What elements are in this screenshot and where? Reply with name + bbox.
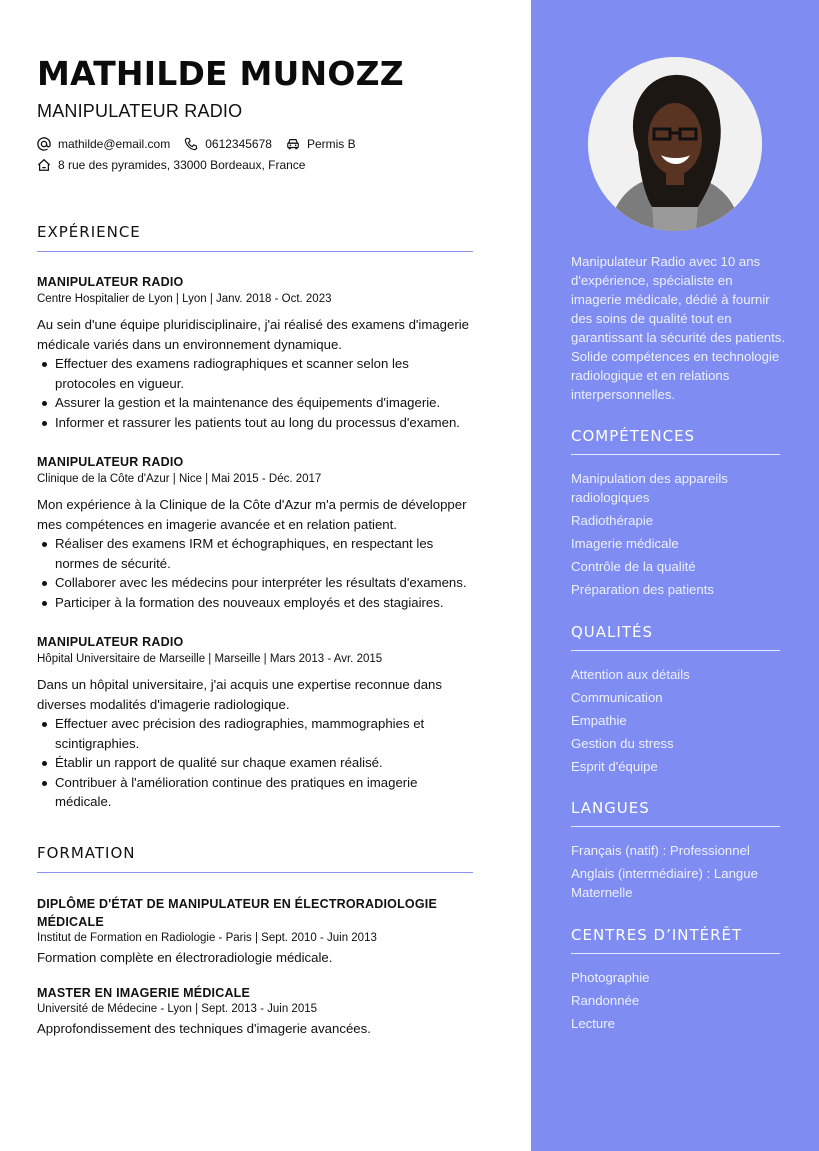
interest-item: Randonnée: [571, 993, 640, 1008]
skill-item: Manipulation des appareils radiologiques: [571, 471, 728, 505]
job-bullet: Collaborer avec les médecins pour interpréter les résultats d'examens.: [37, 573, 473, 593]
language-item: Français (natif) : Professionnel: [571, 843, 750, 858]
job-entry: [37, 274, 473, 432]
quality-item: Esprit d'équipe: [571, 759, 658, 774]
interests-list: [571, 968, 780, 1033]
job-bullet: Établir un rapport de qualité sur chaque examen réalisé.: [37, 753, 473, 773]
skill-item: Radiothérapie: [571, 513, 654, 528]
contact-address: [37, 157, 305, 173]
job-entry-title: MANIPULATEUR RADIO: [37, 455, 184, 469]
job-bullet: Participer à la formation des nouveaux employés et des stagiaires.: [37, 593, 473, 613]
profile-photo: [588, 57, 762, 231]
quality-item: Communication: [571, 690, 663, 705]
job-bullets: [37, 534, 473, 612]
email-text: mathilde@email.com: [58, 137, 171, 151]
portrait-image: [588, 57, 762, 231]
phone-icon: [184, 137, 198, 151]
interest-item: Photographie: [571, 970, 650, 985]
license-text: Permis B: [306, 137, 356, 151]
job-bullet: Contribuer à l'amélioration continue des pratiques en imagerie médicale.: [37, 773, 473, 812]
skills-list: [571, 469, 780, 599]
interests-section: [571, 926, 780, 1037]
job-bullet: Effectuer des examens radiographiques et scanner selon les protocoles en vigueur.: [37, 354, 473, 393]
job-bullets: [37, 354, 473, 432]
home-icon: [37, 158, 51, 172]
phone-text: 0612345678: [205, 137, 272, 151]
job-entry: [37, 634, 473, 812]
languages-title: LANGUES: [571, 799, 780, 827]
job-entry: [37, 454, 473, 612]
contact-row: [37, 136, 473, 152]
at-icon: [37, 137, 51, 151]
experience-list: [37, 274, 473, 812]
contact-license: [286, 136, 356, 152]
job-bullet: Informer et rassurer les patients tout au long du processus d'examen.: [37, 413, 473, 433]
job-entry-meta: Centre Hospitalier de Lyon | Lyon | Janv. 2018 - Oct. 2023: [37, 293, 332, 305]
education-section-title: FORMATION: [37, 844, 473, 873]
quality-item: Attention aux détails: [571, 667, 690, 682]
car-icon: [286, 137, 300, 151]
qualities-section: [571, 623, 780, 780]
sidebar: [531, 0, 819, 1151]
qualities-list: [571, 665, 780, 776]
job-entry-description: Au sein d'une équipe pluridisciplinaire, j'ai réalisé des examens d'imagerie médicale variés dans un environnement dynamique.: [37, 317, 469, 352]
contact-email[interactable]: [37, 136, 170, 152]
interests-title: CENTRES D’INTÉRÊT: [571, 926, 780, 954]
education-entry-title: DIPLÔME D'ÉTAT DE MANIPULATEUR EN ÉLECTRORADIOLOGIE MÉDICALE: [37, 896, 437, 929]
skill-item: Préparation des patients: [571, 582, 714, 597]
job-entry-meta: Hôpital Universitaire de Marseille | Marseille | Mars 2013 - Avr. 2015: [37, 653, 383, 665]
address-text: 8 rue des pyramides, 33000 Bordeaux, France: [58, 158, 306, 172]
education-list: [37, 895, 473, 1038]
candidate-name: MATHILDE MUNOZZ: [37, 54, 404, 93]
education-entry-title: MASTER EN IMAGERIE MÉDICALE: [37, 985, 251, 1000]
skills-section: [571, 427, 780, 603]
education-entry: [37, 984, 473, 1038]
skill-item: Imagerie médicale: [571, 536, 679, 551]
job-bullet: Effectuer avec précision des radiographies, mammographies et scintigraphies.: [37, 714, 473, 753]
job-title: MANIPULATEUR RADIO: [37, 101, 243, 121]
language-item: Anglais (intermédiaire) : Langue Maternelle: [571, 866, 758, 900]
education-entry-meta: Université de Médecine - Lyon | Sept. 2013 - Juin 2015: [37, 1002, 318, 1015]
education-entry-description: Approfondissement des techniques d'imagerie avancées.: [37, 1020, 371, 1036]
languages-list: [571, 841, 780, 902]
education-entry-meta: Institut de Formation en Radiologie - Paris | Sept. 2010 - Juin 2013: [37, 931, 377, 944]
job-entry-description: Mon expérience à la Clinique de la Côte d'Azur m'a permis de développer mes compétences en imagerie avancée et en relation patient.: [37, 497, 467, 532]
skill-item: Contrôle de la qualité: [571, 559, 696, 574]
job-entry-meta: Clinique de la Côte d'Azur | Nice | Mai 2015 - Déc. 2017: [37, 473, 322, 485]
job-entry-description: Dans un hôpital universitaire, j'ai acquis une expertise reconnue dans diverses modalités d'imagerie radiologique.: [37, 677, 442, 712]
quality-item: Empathie: [571, 713, 627, 728]
job-bullet: Réaliser des examens IRM et échographiques, en respectant les normes de sécurité.: [37, 534, 473, 573]
experience-section-title: EXPÉRIENCE: [37, 223, 473, 252]
job-entry-title: MANIPULATEUR RADIO: [37, 635, 184, 649]
languages-section: [571, 799, 780, 906]
profile-summary: Manipulateur Radio avec 10 ans d'expérience, spécialiste en imagerie médicale, dédié à fournir des soins de qualité tout en garantissant la sécurité des patients. Solide compétences en technologie radiologique et en relations interpersonnelles.: [571, 254, 786, 402]
skills-title: COMPÉTENCES: [571, 427, 780, 455]
interest-item: Lecture: [571, 1016, 615, 1031]
job-bullets: [37, 714, 473, 812]
qualities-title: QUALITÉS: [571, 623, 780, 651]
education-entry-description: Formation complète en électroradiologie médicale.: [37, 949, 333, 965]
job-bullet: Assurer la gestion et la maintenance des équipements d'imagerie.: [37, 393, 473, 413]
job-entry-title: MANIPULATEUR RADIO: [37, 275, 184, 289]
address-row: [37, 157, 473, 173]
contact-phone[interactable]: [184, 136, 272, 152]
education-entry: [37, 895, 473, 967]
quality-item: Gestion du stress: [571, 736, 674, 751]
